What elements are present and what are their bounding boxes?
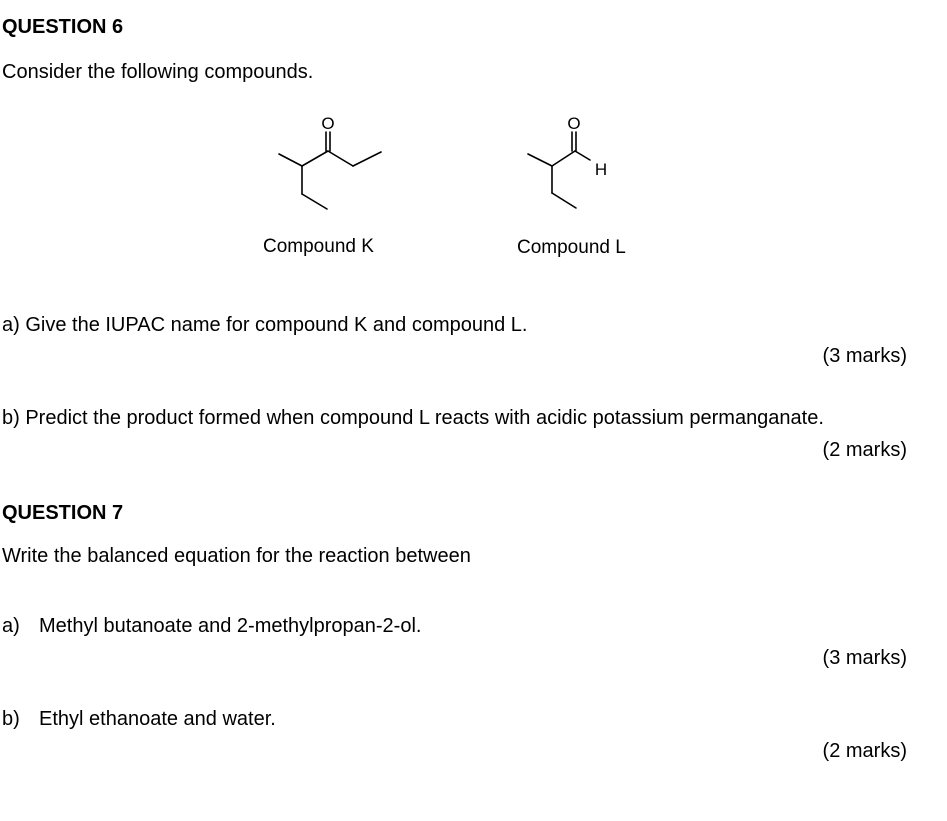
compound-k-caption: Compound K [263,236,374,257]
question-7-part-a-marks: (3 marks) [822,647,907,669]
question-6-part-a: a) Give the IUPAC name for compound K and compound L. [2,314,528,336]
question-7-part-a: Methyl butanoate and 2-methylpropan-2-ol. [39,615,422,637]
question-6-part-b: b) Predict the product formed when compound L reacts with acidic potassium permanganate. [2,407,824,429]
question-7-intro: Write the balanced equation for the reaction between [2,545,471,567]
question-7-part-b: Ethyl ethanoate and water. [39,708,276,730]
compound-k-oxygen-label: O [321,114,335,133]
question-6-part-a-marks: (3 marks) [822,345,907,367]
compound-l-structure [524,110,624,220]
question-6-part-b-marks: (2 marks) [822,439,907,461]
question-7-part-a-label: a) [2,615,20,637]
question-7-part-b-marks: (2 marks) [822,740,907,762]
question-7-part-b-label: b) [2,708,20,730]
compound-l-caption: Compound L [517,237,626,258]
question-6-intro: Consider the following compounds. [2,61,314,83]
question-6-heading: QUESTION 6 [2,16,124,38]
compound-k-structure [270,110,390,220]
compound-l-hydrogen-label: H [594,160,608,179]
question-7-heading: QUESTION 7 [2,502,124,524]
compound-l-oxygen-label: O [567,114,581,133]
